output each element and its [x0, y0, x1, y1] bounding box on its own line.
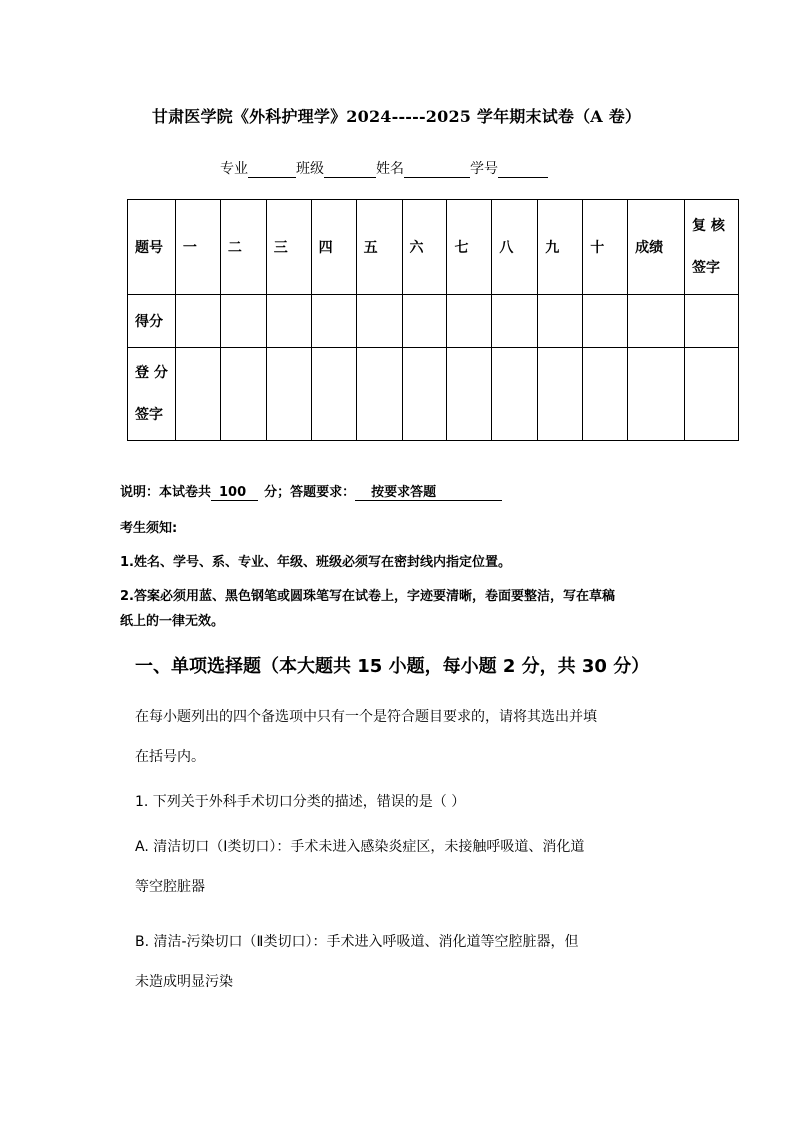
question-header: 二 [220, 200, 266, 295]
review-sign-line2: 签字 [692, 260, 721, 276]
sign-cell[interactable] [447, 348, 492, 441]
notice-item-2-line2: 纸上的一律无效。 [120, 614, 225, 629]
question-header: 九 [538, 200, 583, 295]
score-cell[interactable] [175, 295, 220, 348]
review-sign-line1: 复 核 [692, 218, 725, 234]
instruction-line2: 在括号内。 [135, 749, 205, 765]
recorder-sign-row [128, 348, 739, 441]
sign-cell[interactable] [266, 348, 311, 441]
total-score-value: 100 [211, 485, 258, 501]
student-id-label: 学号 [470, 161, 498, 177]
total-score-cell[interactable] [628, 295, 685, 348]
major-blank[interactable] [248, 160, 296, 178]
exam-description [120, 481, 502, 501]
review-sign-header [685, 200, 739, 295]
recorder-sign-label [128, 348, 176, 441]
section-1-title: 一、单项选择题（本大题共 15 小题，每小题 2 分，共 30 分） [135, 656, 650, 677]
score-cell[interactable] [492, 295, 538, 348]
exam-title: 甘肃医学院《外科护理学》2024-----2025 学年期末试卷（A 卷） [151, 107, 642, 126]
score-row [128, 295, 739, 348]
question-header: 五 [356, 200, 402, 295]
total-score-header: 成绩 [628, 200, 685, 295]
score-table [127, 199, 739, 441]
score-cell[interactable] [538, 295, 583, 348]
notice-item-1: 1.姓名、学号、系、专业、年级、班级必须写在密封线内指定位置。 [120, 555, 511, 570]
score-cell[interactable] [447, 295, 492, 348]
question-1-stem: 1. 下列关于外科手术切口分类的描述，错误的是（ ） [135, 794, 466, 810]
major-label: 专业 [220, 161, 248, 177]
student-id-blank[interactable] [498, 160, 548, 178]
sign-cell[interactable] [583, 348, 628, 441]
instruction-line1: 在每小题列出的四个备选项中只有一个是符合题目要求的，请将其选出并填 [135, 709, 597, 725]
class-blank[interactable] [324, 160, 376, 178]
name-blank[interactable] [404, 160, 470, 178]
recorder-sign-line1: 登 分 [135, 365, 168, 381]
sign-cell[interactable] [175, 348, 220, 441]
question-1-option-b[interactable] [135, 922, 675, 1002]
answer-requirement: 按要求答题 [355, 481, 502, 501]
notice-heading: 考生须知: [120, 521, 178, 536]
question-number-label: 题号 [128, 200, 176, 295]
option-a-line2: 等空腔脏器 [135, 879, 205, 895]
option-b-line2: 未造成明显污染 [135, 974, 233, 990]
score-label: 得分 [128, 295, 176, 348]
sign-cell[interactable] [628, 348, 685, 441]
review-sign-cell[interactable] [685, 295, 739, 348]
sign-cell[interactable] [685, 348, 739, 441]
sign-cell[interactable] [220, 348, 266, 441]
option-b-line1: B. 清洁-污染切口（Ⅱ类切口）：手术进入呼吸道、消化道等空腔脏器，但 [135, 934, 579, 950]
option-a-line1: A. 清洁切口（Ⅰ类切口）：手术未进入感染炎症区，未接触呼吸道、消化道 [135, 839, 585, 855]
question-header: 四 [311, 200, 356, 295]
score-cell[interactable] [220, 295, 266, 348]
class-label: 班级 [296, 161, 324, 177]
score-cell[interactable] [583, 295, 628, 348]
sign-cell[interactable] [311, 348, 356, 441]
question-1-option-a[interactable] [135, 827, 675, 907]
question-header: 十 [583, 200, 628, 295]
section-1-instruction [135, 697, 675, 777]
question-header: 六 [402, 200, 447, 295]
notice-item-2-line1: 2.答案必须用蓝、黑色钢笔或圆珠笔写在试卷上，字迹要清晰，卷面要整洁，写在草稿 [120, 589, 615, 604]
question-header: 七 [447, 200, 492, 295]
question-number-row [128, 200, 739, 295]
name-label: 姓名 [376, 161, 404, 177]
sign-cell[interactable] [402, 348, 447, 441]
score-cell[interactable] [356, 295, 402, 348]
score-cell[interactable] [311, 295, 356, 348]
desc-mid: 分；答题要求： [264, 485, 356, 500]
question-header: 三 [266, 200, 311, 295]
score-cell[interactable] [402, 295, 447, 348]
desc-prefix: 说明：本试卷共 [120, 485, 212, 500]
score-cell[interactable] [266, 295, 311, 348]
recorder-sign-line2: 签字 [135, 407, 163, 423]
sign-cell[interactable] [356, 348, 402, 441]
sign-cell[interactable] [538, 348, 583, 441]
sign-cell[interactable] [492, 348, 538, 441]
question-header: 八 [492, 200, 538, 295]
student-info-line [220, 158, 548, 178]
question-header: 一 [175, 200, 220, 295]
